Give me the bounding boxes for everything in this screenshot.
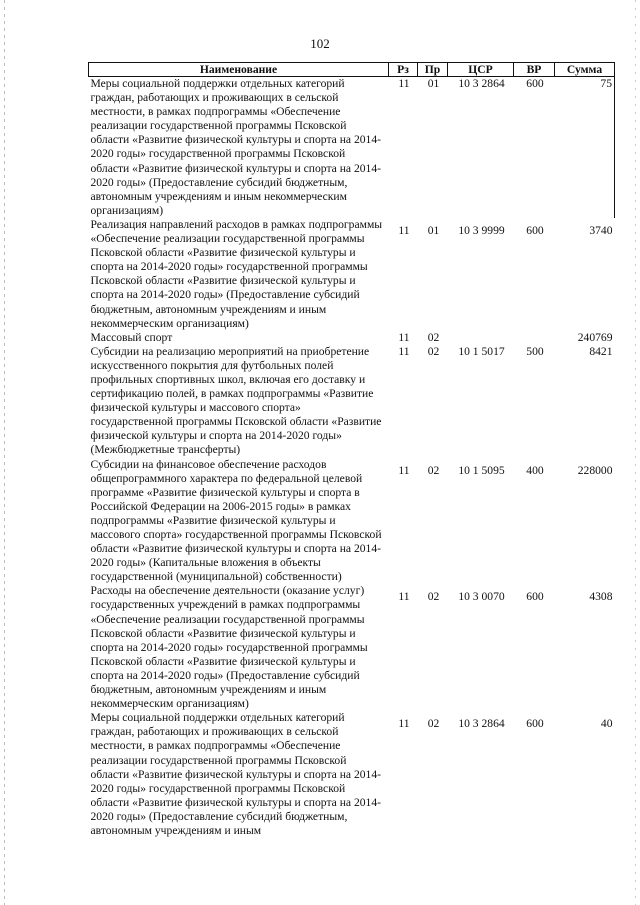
row-sum: 75 — [555, 77, 615, 218]
row-pr: 02 — [427, 330, 440, 344]
row-sum: 40 — [600, 717, 613, 731]
row-name: Меры социальной поддержки отдельных категорий граждан, работающих и проживающих в сельской местности, в рамках подпрограммы «Обеспечение реализации государственной программы Псковской области «Развитие физической культуры и спорта на 2014-2020 годы» государственной программы Псковской области «Развитие физической культуры и спорта на 2014-2020 годы» (Предоставление субсидий бюджетным, автономным учреждениям и иным некоммерческим организациям) — [90, 77, 381, 217]
row-csr: 10 1 5017 — [458, 344, 505, 358]
row-rz: 11 — [398, 717, 410, 731]
row-pr: 01 — [427, 223, 440, 237]
row-csr — [448, 331, 514, 345]
header-rz: Рз — [389, 63, 418, 77]
row-csr: 10 3 2864 — [458, 77, 505, 90]
row-csr: 10 3 0070 — [458, 590, 505, 604]
row-vr: 600 — [526, 590, 544, 604]
row-vr: 600 — [526, 717, 544, 731]
row-name: Расходы на обеспечение деятельности (оказание услуг) государственных учреждений в рамках подпрограммы «Обеспечение реализации государственной программы Псковской области «Развитие физической культуры и спорта на 2014-2020 годы» государственной программы Псковской области «Развитие физической культуры и спорта на 2014-2020 годы» (Предоставление субсидий бюджетным, автономным учреждениям и иным некоммерческим организациям) — [90, 584, 368, 711]
row-rz: 11 — [398, 590, 410, 604]
row-pr: 02 — [427, 463, 440, 477]
row-name: Субсидии на финансовое обеспечение расходов общепрограммного характера по федеральной целевой программе «Развитие физической культуры и спорта в Российской Федерации на 2006-2015 годы» в рамках подпрограммы «Развитие физической культуры и массового спорта» государственной программы Псковской области «Развитие физической культуры и спорта на 2014-2020 годы» (Капитальные вложения в объекты государственной (муниципальной) собственности) — [90, 457, 382, 584]
row-name: Меры социальной поддержки отдельных категорий граждан, работающих и проживающих в сельской местности, в рамках подпрограммы «Обеспечение реализации государственной программы Псковской области «Развитие физической культуры и спорта на 2014-2020 годы» государственной программы Псковской области «Развитие физической культуры и спорта на 2014-2020 годы» (Предоставление субсидий бюджетным, автономным учреждениям и иным — [90, 711, 381, 837]
table-row — [89, 584, 615, 711]
row-name: Субсидии на реализацию мероприятий на приобретение искусственного покрытия для футбольных полей профильных спортивных школ, включая его доставку и сертификацию полей, в рамках подпрограммы «Развитие физической культуры и массового спорта» государственной программы Псковской области «Развитие физической культуры и спорта на 2014-2020 годы» (Межбюджетные трансферты) — [90, 344, 382, 457]
table-body — [89, 77, 615, 839]
header-pr: Пр — [418, 63, 448, 77]
row-pr: 01 — [427, 77, 440, 90]
row-csr: 10 3 9999 — [458, 223, 505, 237]
row-sum: 4308 — [589, 590, 613, 604]
row-rz: 11 — [398, 344, 410, 358]
table-row — [89, 77, 615, 218]
row-vr: 600 — [526, 223, 544, 237]
scan-edge-left — [4, 0, 5, 905]
row-sum: 228000 — [577, 463, 613, 477]
header-csr: ЦСР — [448, 63, 514, 77]
table-row — [89, 331, 615, 345]
row-vr: 400 — [526, 463, 544, 477]
header-vr: ВР — [514, 63, 555, 77]
row-pr: 02 — [427, 344, 440, 358]
row-sum: 3740 — [589, 223, 613, 237]
row-sum: 8421 — [589, 344, 613, 358]
table-row — [89, 218, 615, 331]
row-sum: 240769 — [577, 330, 613, 344]
table-header — [89, 63, 615, 77]
budget-table — [88, 62, 615, 838]
row-pr: 02 — [427, 590, 440, 604]
header-sum: Сумма — [555, 63, 615, 77]
page-number: 102 — [310, 36, 330, 51]
row-vr: 500 — [526, 344, 544, 358]
row-vr: 600 — [526, 77, 544, 90]
scan-edge-right — [635, 0, 636, 905]
row-pr: 02 — [427, 717, 440, 731]
row-name: Массовый спорт — [90, 330, 173, 344]
row-rz: 11 — [398, 330, 410, 344]
table-row — [89, 711, 615, 838]
row-rz: 11 — [398, 77, 410, 90]
row-rz: 11 — [398, 463, 410, 477]
row-csr: 10 3 2864 — [458, 717, 505, 731]
table-row — [89, 345, 615, 458]
table-row — [89, 458, 615, 585]
row-name: Реализация направлений расходов в рамках подпрограммы «Обеспечение реализации государственной программы Псковской области «Развитие физической культуры и спорта на 2014-2020 годы» государственной программы Псковской области «Развитие физической культуры и спорта на 2014-2020 годы» (Предоставление субсидий бюджетным, автономным учреждениям и иным некоммерческим организациям) — [90, 217, 383, 330]
header-name: Наименование — [89, 63, 389, 77]
row-rz: 11 — [398, 223, 410, 237]
row-vr — [514, 331, 555, 345]
row-csr: 10 1 5095 — [458, 463, 505, 477]
